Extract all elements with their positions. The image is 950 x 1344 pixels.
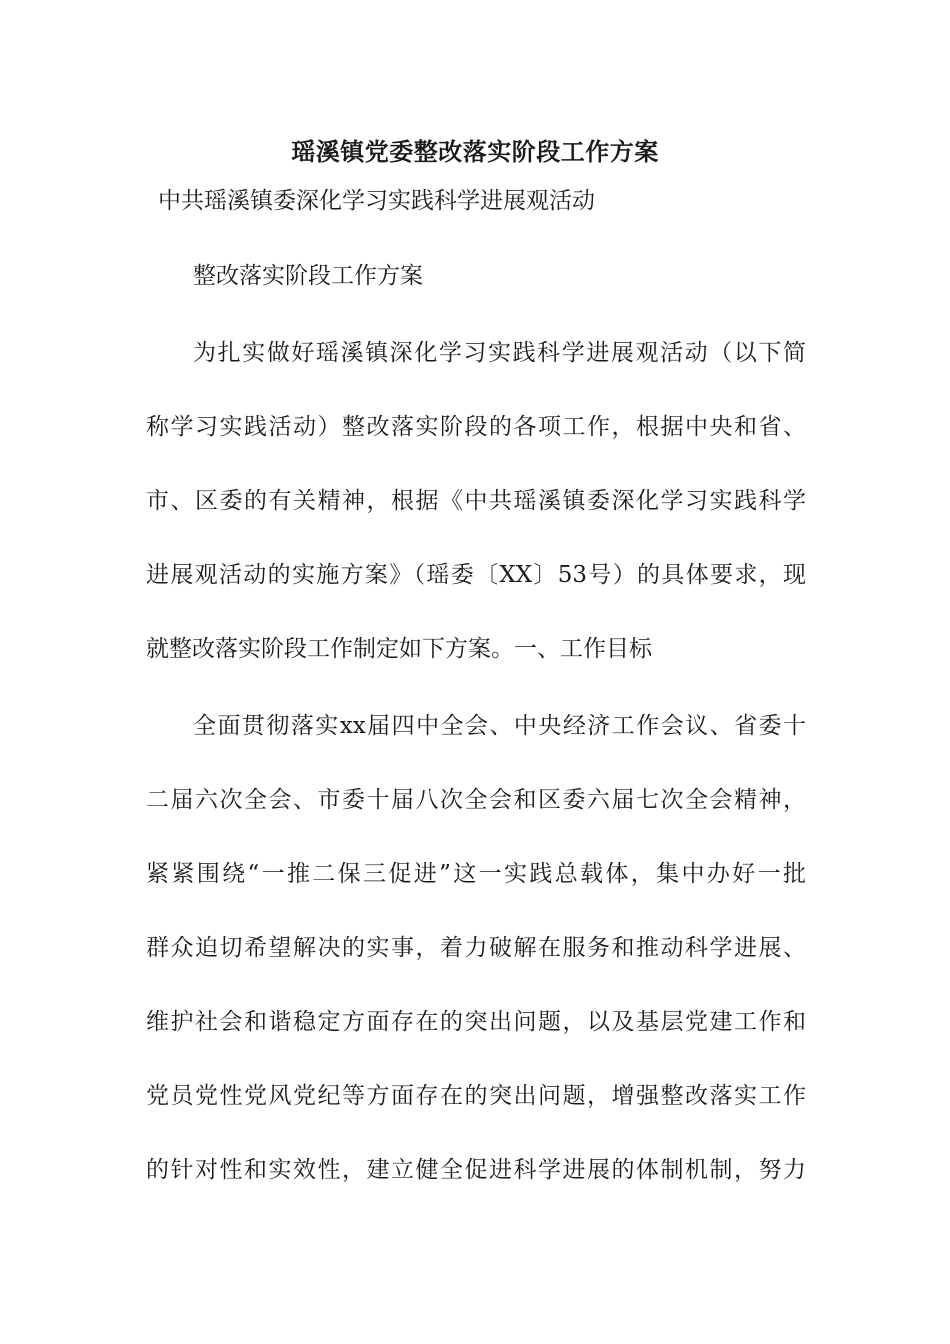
document-subtitle: 中共瑶溪镇委深化学习实践科学进展观活动 xyxy=(158,188,595,214)
paragraph-1-line: 进展观活动的实施方案》（瑶委〔XX〕53号）的具体要求，现 xyxy=(146,562,806,588)
paragraph-1-line: 就整改落实阶段工作制定如下方案。一、工作目标 xyxy=(146,636,652,662)
section-heading: 整改落实阶段工作方案 xyxy=(193,263,423,289)
paragraph-2-line: 全面贯彻落实xx届四中全会、中央经济工作会议、省委十 xyxy=(193,713,806,739)
paragraph-1-line: 称学习实践活动）整改落实阶段的各项工作，根据中央和省、 xyxy=(146,414,806,440)
paragraph-1-line: 市、区委的有关精神，根据《中共瑶溪镇委深化学习实践科学 xyxy=(146,488,806,514)
paragraph-2-line: 党员党性党风党纪等方面存在的突出问题，增强整改落实工作 xyxy=(146,1083,806,1109)
paragraph-2-line: 紧紧围绕“一推二保三促进”这一实践总载体，集中办好一批 xyxy=(146,861,806,887)
paragraph-2-line: 二届六次全会、市委十届八次全会和区委六届七次全会精神， xyxy=(146,787,806,813)
paragraph-2-line: 的针对性和实效性，建立健全促进科学进展的体制机制，努力 xyxy=(146,1157,806,1183)
paragraph-2-line: 群众迫切希望解决的实事，着力破解在服务和推动科学进展、 xyxy=(146,935,806,961)
paragraph-1-line: 为扎实做好瑶溪镇深化学习实践科学进展观活动（以下简 xyxy=(193,340,806,366)
paragraph-2-line: 维护社会和谐稳定方面存在的突出问题，以及基层党建工作和 xyxy=(146,1009,806,1035)
document-title: 瑶溪镇党委整改落实阶段工作方案 xyxy=(291,137,659,166)
